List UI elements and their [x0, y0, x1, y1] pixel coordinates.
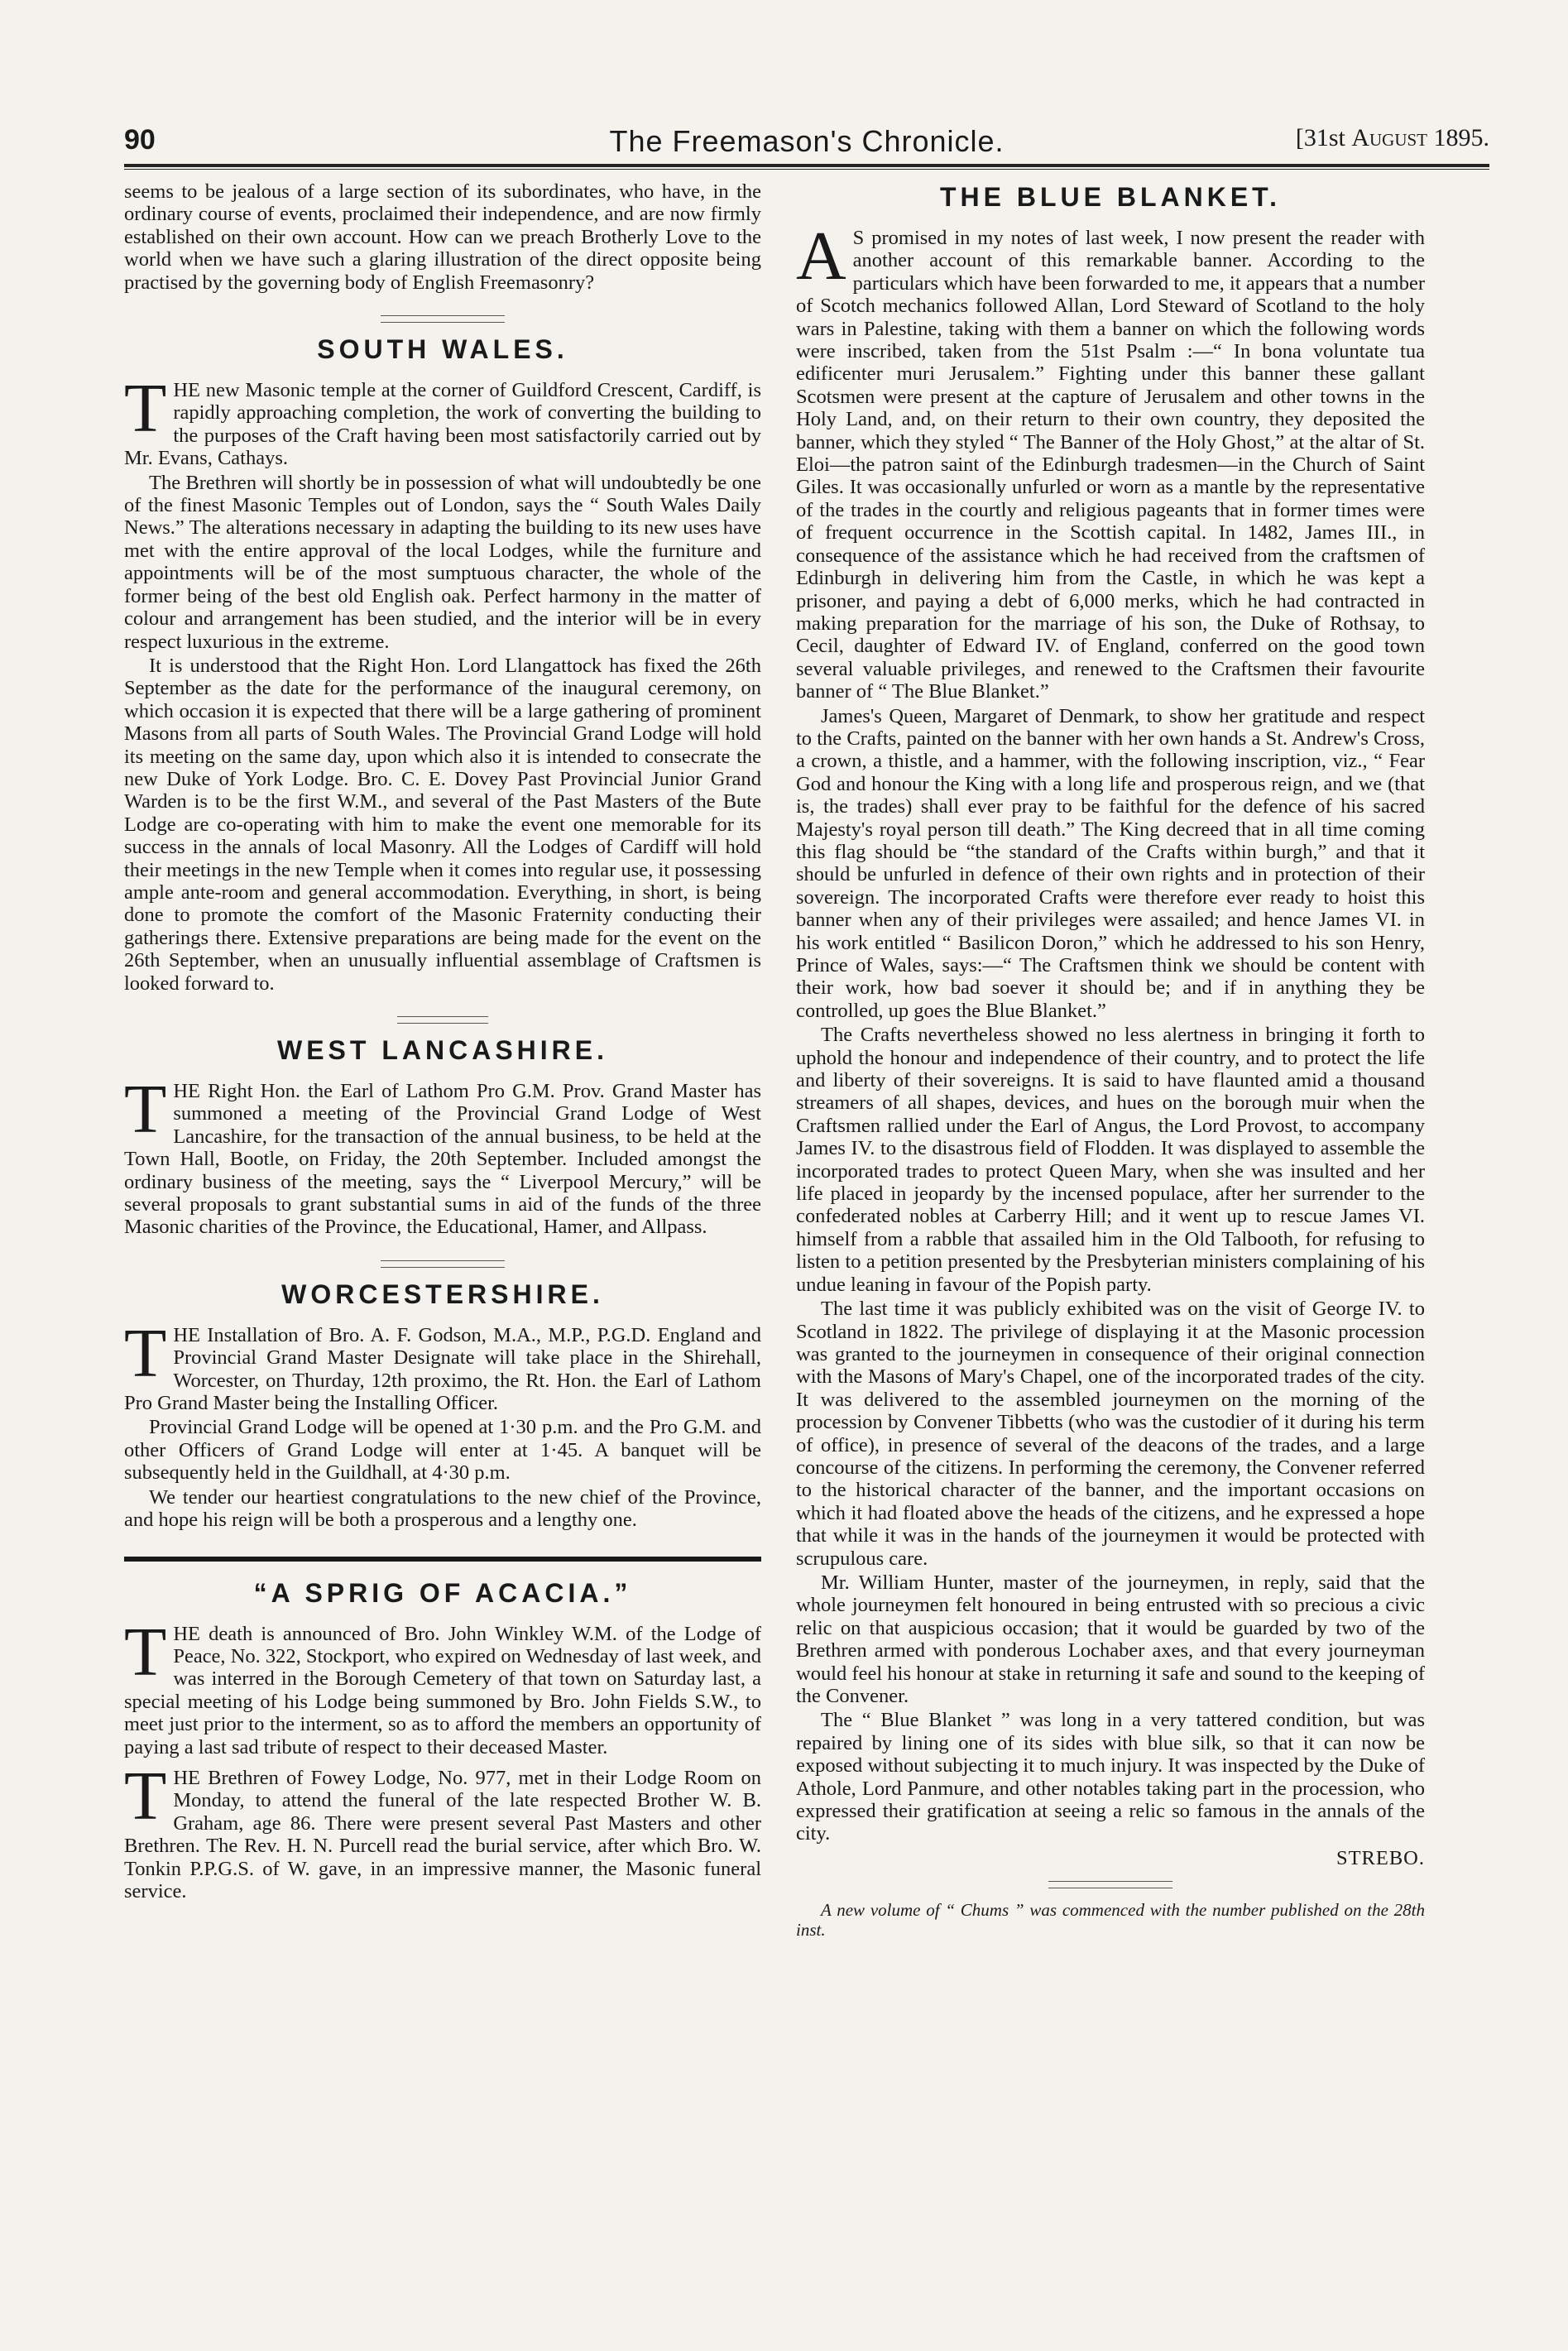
intro-paragraph: seems to be jealous of a large section of its subordinates, who have, in the ordinary course of events, proclaimed their independence, and are now firmly established on their own account. How can we preach Brotherly Love to the world when we have such a glaring illustration of the direct opposite being practised by the governing body of English Freemasonry? [124, 180, 761, 294]
left-column [124, 180, 761, 1904]
sprig-of-acacia-heading: “A SPRIG OF ACACIA.” [253, 1577, 632, 1608]
obituary-text-2: HE Brethren of Fowey Lodge, No. 977, met in their Lodge Room on Monday, to attend the funeral of the late respected Brother W. B. Graham, age 86. There were present several Past Masters and other Brethren. The Rev. H. N. Purcell read the burial service, after which Bro. W. Tonkin P.P.G.S. of W. gave, in an impressive manner, the Masonic funeral service. [124, 1766, 761, 1902]
drop-cap: T [124, 1757, 167, 1835]
west-lancashire-paragraph [124, 1071, 761, 1239]
footnote [796, 1900, 1425, 1940]
page-number: 90 [124, 124, 156, 156]
separator [1048, 1881, 1172, 1888]
south-wales-heading: SOUTH WALES. [317, 334, 568, 365]
page-header [124, 124, 1489, 166]
blue-blanket-heading: THE BLUE BLANKET. [939, 182, 1282, 212]
blue-blanket-paragraph-6: The “ Blue Blanket ” was long in a very tattered condition, but was repaired by lining one of its sides with blue silk, so that it can now be exposed without subjecting it to much injury. It was inspected by the Duke of Athole, Lord Panmure, and other notables taking part in the procession, who expressed their gratification at seeing a relic so famous in the annals of the city. [796, 1709, 1425, 1845]
obituary-paragraph-1 [124, 1613, 761, 1758]
south-wales-text-1: HE new Masonic temple at the corner of Guildford Crescent, Cardiff, is rapidly approaching completion, the work of converting the building to the purposes of the Craft having been most satisfactorily carried out by Mr. Evans, Cathays. [124, 379, 761, 470]
worcestershire-paragraph-3: We tender our heartiest congratulations to the new chief of the Province, and hope his reign will be both a prosperous and a lengthy one. [124, 1485, 761, 1532]
author-signature: STREBO. [1335, 1846, 1425, 1869]
south-wales-paragraph-1 [124, 370, 761, 470]
separator [397, 1016, 488, 1024]
blue-blanket-paragraph-3: The Crafts nevertheless showed no less alertness in bringing it forth to uphold the honour and independence of their country, and to protect the life and liberty of their sovereigns. It is said to have flaunted amid a thousand streamers of all shapes, devices, and hues on the borough muir when the Craftsmen rallied under the Earl of Angus, the Lord Provost, to accompany James IV. to the disastrous field of Flodden. It was displayed to assemble the incorporated trades to protect Queen Mary, when she was insulted and her life placed in jeopardy by the incensed populace, after her surrender to the confederated nobles at Carberry Hill; and it went up to rescue James VI. himself from a rabble that assailed him in the Old Talbooth, for refusing to listen to a petition presented by the Presbyterian ministers complaining of his undue leaning in favour of the Popish party. [796, 1024, 1425, 1296]
obituary-text-1: HE death is announced of Bro. John Winkley W.M. of the Lodge of Peace, No. 322, Stockport, who expired on Wednesday of last week, and was interred in the Borough Cemetery of that town on Saturday last, a special meeting of his Lodge being summoned by Bro. John Fields S.W., to meet just prior to the interment, so as to afford the members an opportunity of paying a last sad tribute of respect to their deceased Master. [124, 1622, 761, 1758]
date-day: 31st [1303, 124, 1345, 151]
issue-date [1296, 124, 1489, 152]
west-lancashire-text: HE Right Hon. the Earl of Lathom Pro G.M. Prov. Grand Master has summoned a meeting of the Provincial Grand Lodge of West Lancashire, for the transaction of the annual business, to be held at the Town Hall, Bootle, on Friday, the 20th September. Included amongst the ordinary business of the meeting, says the “ Liverpool Mercury,” will be several proposals to grant substantial sums in aid of the funds of the three Masonic charities of the Province, the Educational, Hamer, and Allpass. [124, 1080, 761, 1239]
blue-blanket-paragraph-5: Mr. William Hunter, master of the journeymen, in reply, said that the whole journeymen felt honoured in being entrusted with so precious a civic relic on that auspicious occasion; that it would be guarded by two of the Brethren armed with ponderous Lochaber axes, and that every journeyman would feel his honour at stake in returning it safe and sound to the keeping of the Convener. [796, 1571, 1425, 1707]
date-year: 1895. [1433, 124, 1489, 151]
right-column [796, 180, 1425, 1941]
worcestershire-text-1: HE Installation of Bro. A. F. Godson, M.A., M.P., P.G.D. England and Provincial Grand Master Designate will take place in the Shirehall, Worcester, on Thurday, 12th proximo, the Rt. Hon. the Earl of Lathom Pro Grand Master being the Installing Officer. [124, 1323, 761, 1415]
separator [381, 1260, 505, 1268]
south-wales-paragraph-2: The Brethren will shortly be in possession of what will undoubtedly be one of the finest Masonic Temples out of London, says the “ South Wales Daily News.” The alterations necessary in adapting the building to its new uses have met with the entire approval of the local Lodges, while the furniture and appointments will be of the most sumptuous character, the whole of the former being of the best old English oak. Perfect harmony in the matter of colour and arrangement has been studied, and the interior will be in every respect luxurious in the extreme. [124, 471, 761, 653]
worcestershire-paragraph-1 [124, 1314, 761, 1415]
blue-blanket-text-1: S promised in my notes of last week, I now present the reader with another account of this remarkable banner. According to the particulars which have been forwarded to me, it appears that a number of Scotch mechanics followed Allan, Lord Steward of Scotland to the holy wars in Palestine, taking with them a banner on which the following words were inscribed, taken from the 51st Psalm :—“ In bona voluntate tua edificenter muri Jerusalem.” Fighting under this banner these gallant Scotsmen were present at the capture of Jerusalem and other towns in the Holy Land, and, on their return to their own country, they deposited the banner, which they styled “ The Banner of the Holy Ghost,” at the altar of St. Eloi—the patron saint of the Edinburgh tradesmen—in the Church of Saint Giles. It was occasionally unfurled or worn as a mantle by the representative of the trades in the courtly and religious pageants that in former times were of frequent occurrence in the Scottish capital. In 1482, James III., in consequence of the assistance which he had received from the craftsmen of Edinburgh in delivering him from the Castle, in which he was kept a prisoner, and paying a debt of 6,000 merks, which he had contracted in making preparation for the marriage of his son, the Duke of Rothsay, to Cecil, daughter of Edward IV. of England, conferred on the good town several valuable privileges, and renewed to the Craftsmen their favourite banner of “ The Blue Blanket.” [796, 227, 1425, 703]
publication-title: The Freemason's Chronicle. [609, 124, 1005, 158]
date-month: August [1351, 124, 1427, 151]
drop-cap: T [124, 370, 167, 448]
south-wales-paragraph-3: It is understood that the Right Hon. Lord Llangattock has fixed the 26th September as the date for the performance of the inaugural ceremony, on which occasion it is expected that there will be a large gathering of prominent Masons from all parts of South Wales. The Provincial Grand Lodge will hold its meeting on the same day, upon which also it is intended to consecrate the new Duke of York Lodge. Bro. C. E. Dovey Past Provincial Junior Grand Warden is to be the first W.M., and several of the Past Masters of the Bute Lodge are co-operating with him to make the event one memorable for its success in the annals of local Masonry. All the Lodges of Cardiff will hold their meetings in the new Temple when it comes into regular use, it possessing ample ante-room and general accommodation. Everything, in short, is being done to promote the comfort of the Masonic Fraternity conducting their gatherings there. Extensive preparations are being made for the event on the 26th September, when an unusually influential assemblage of Craftsmen is looked forward to. [124, 654, 761, 995]
drop-cap: T [124, 1613, 167, 1691]
blue-blanket-paragraph-2: James's Queen, Margaret of Denmark, to show her gratitude and respect to the Crafts, painted on the banner with her own hands a St. Andrew's Cross, a crown, a thistle, and a hammer, with the following inscription, viz., “ Fear God and honour the King with a long life and prosperous reign, and we (that is, the trades) shall ever pray to be faithful for the defence of his sacred Majesty's royal person till death.” The King decreed that in all time coming this flag should be “the standard of the Crafts within burgh,” and that it should be unfurled in defence of their own rights and in protection of their sovereign. The incorporated Crafts were therefore ever ready to hoist this banner when any of their privileges were assailed; and hence James VI. in his work entitled “ Basilicon Doron,” which he addressed to his son Henry, Prince of Wales, says:—“ The Craftsmen think we should be content with their work, how bad soever it should be; and if in anything they be controlled, up goes the Blue Blanket.” [796, 704, 1425, 1022]
drop-cap: T [124, 1071, 167, 1148]
west-lancashire-heading: WEST LANCASHIRE. [277, 1035, 608, 1065]
thick-rule [124, 1557, 761, 1562]
header-rule [124, 164, 1489, 170]
worcestershire-heading: WORCESTERSHIRE. [281, 1279, 604, 1309]
blue-blanket-paragraph-1 [796, 218, 1425, 703]
separator [381, 315, 505, 323]
date-bracket: [ [1295, 124, 1304, 151]
worcestershire-paragraph-2: Provincial Grand Lodge will be opened at 1·30 p.m. and the Pro G.M. and other Officers of Grand Lodge will enter at 1·45. A banquet will be subsequently held in the Guildhall, at 4·30 p.m. [124, 1416, 761, 1485]
blue-blanket-paragraph-4: The last time it was publicly exhibited was on the visit of George IV. to Scotland in 1822. The privilege of displaying it at the Masonic procession was granted to the journeymen in consequence of their original connection with the Masons of Mary's Chapel, one of the incorporated trades of the city. It was delivered to the assembled journeymen on the morning of the procession by Convener Tibbetts (who was the custodier of it during his term of office), in presence of several of the deacons of the trades, and a large concourse of the citizens. In performing the ceremony, the Convener referred to the historical character of the banner, and the important occasions on which it had floated above the heads of the citizens, and he expressed a hope that while it was in the hands of the journeymen it would be protected with scrupulous care. [796, 1298, 1425, 1570]
drop-cap: A [796, 218, 846, 295]
footnote-text: A new volume of “ Chums ” was commenced with the number published on the 28th inst. [796, 1900, 1425, 1941]
obituary-paragraph-2 [124, 1757, 761, 1902]
drop-cap: T [124, 1314, 167, 1392]
